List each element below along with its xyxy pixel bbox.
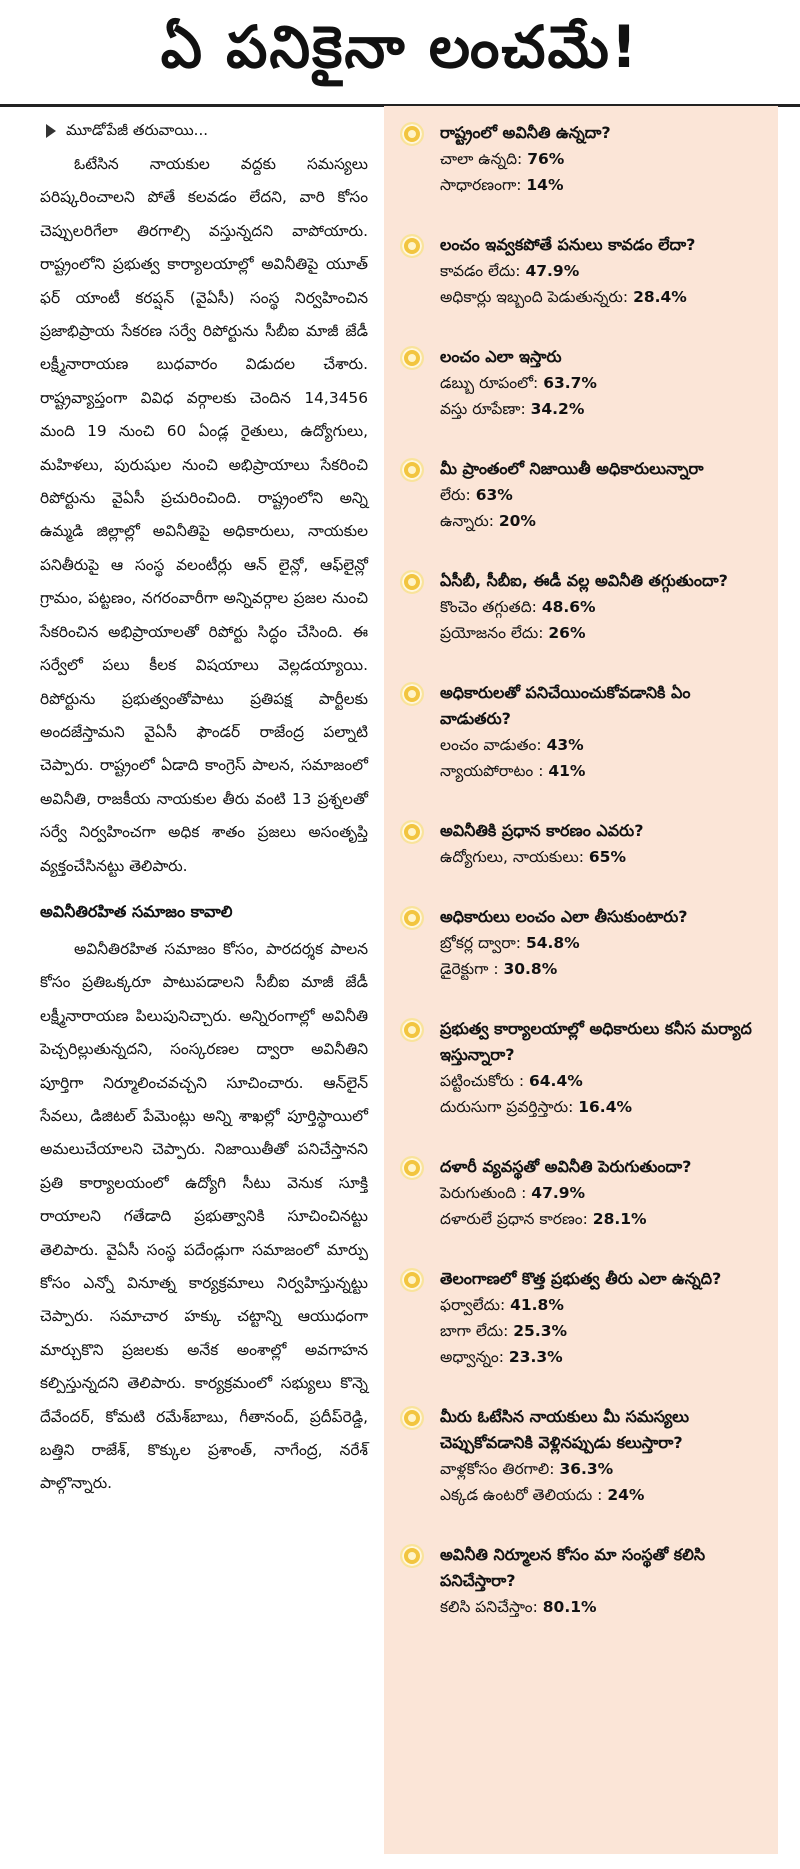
survey-question: అవినీతి నిర్మూలన కోసం మా సంస్థతో కలిసి పనిచేస్తారా? <box>440 1545 706 1590</box>
survey-question: లంచం ఎలా ఇస్తారు <box>440 347 562 366</box>
survey-answer <box>440 758 764 784</box>
bullet-circle-icon <box>400 234 424 258</box>
bullet-circle-icon <box>400 1406 424 1430</box>
answer-label: పట్టించుకోరు : <box>440 1072 529 1090</box>
answer-value: 28.1% <box>592 1210 647 1228</box>
answer-label: డైరెక్టుగా : <box>440 960 504 978</box>
arrow-right-icon <box>46 124 56 138</box>
answer-label: డబ్బు రూపంలో: <box>440 374 544 392</box>
survey-answer <box>440 1594 764 1620</box>
survey-item <box>400 1016 764 1120</box>
answer-value: 41.8% <box>510 1296 564 1314</box>
article-subhead: అవినీతిరహిత సమాజం కావాలి <box>40 901 233 921</box>
answer-value: 54.8% <box>525 934 580 952</box>
bullet-circle-icon <box>400 682 424 706</box>
bullet-circle-icon <box>400 820 424 844</box>
survey-question: అధికారులు లంచం ఎలా తీసుకుంటారు? <box>440 907 688 926</box>
bullet-circle-icon <box>400 570 424 594</box>
bullet-circle-icon <box>400 1156 424 1180</box>
article-paragraph-1: ఓటేసిన నాయకుల వద్దకు సమస్యలు పరిష్కరించాలని పోతే కలవడం లేదని, వారి కోసం చెప్పులరిగేలా తిరగాల్సి వస్తున్నదని వాపోయారు. రాష్ట్రంలోని ప్రభుత్వ కార్యాలయాల్లో అవినీతిపై యూత్ ఫర్ యాంటీ కరప్షన్ (వైఏసీ) సంస్థ నిర్వహించిన ప్రజాభిప్రాయ సేకరణ సర్వే రిపోర్టును సీబీఐ మాజీ జేడీ లక్ష్మీనారాయణ బుధవారం విడుదల చేశారు. రాష్ట్రవ్యాప్తంగా వివిధ వర్గాలకు చెందిన 14,3456 మంది 19 నుంచి 60 ఏండ్ల రైతులు, ఉద్యోగులు, మహిళలు, పురుషుల నుంచి అభిప్రాయాలు సేకరించి రిపోర్టును వైఏసీ ప్రచురించింది. రాష్ట్రంలోని అన్ని ఉమ్మడి జిల్లాల్లో అవినీతిపై అధికారులు, నాయకుల పనితీరుపై ఆ సంస్థ వలంటీర్లు ఆన్ లైన్లో, ఆఫ్‌లైన్లో గ్రామం, పట్టణం, నగరంవారీగా అన్నివర్గాల ప్రజల నుంచి సేకరించిన అభిప్రాయాలతో రిపోర్టు సిద్ధం చేసింది. ఈ సర్వేలో పలు కీలక విషయాలు వెల్లడయ్యాయి. రిపోర్టును ప్రభుత్వంతోపాటు ప్రతిపక్ష పార్టీలకు అందజేస్తామని వైఏసీ ఫౌండర్ రాజేంద్ర పల్నాటి చెప్పారు. రాష్ట్రంలో ఏడాది కాంగ్రెస్ పాలన, సమాజంలో అవినీతి, రాజకీయ నాయకుల తీరు వంటి 13 ప్రశ్నలతో సర్వే నిర్వహించగా అధిక శాతం ప్రజలు అసంతృప్తి వ్యక్తంచేసినట్టు తెలిపారు. <box>40 155 368 875</box>
answer-value: 65% <box>588 848 626 866</box>
answer-value: 20% <box>498 512 536 530</box>
answer-value: 63.7% <box>543 374 597 392</box>
answer-label: అధికార్లు ఇబ్బంది పెడుతున్నరు: <box>440 288 634 306</box>
article-paragraph-2: అవినీతిరహిత సమాజం కోసం, పారదర్శక పాలన కోసం ప్రతిఒక్కరూ పాటుపడాలని సీబీఐ మాజీ జేడీ లక్ష్మీనారాయణ పిలుపునిచ్చారు. అన్నిరంగాల్లో అవినీతి పెచ్చరిల్లుతున్నదని, సంస్కరణల ద్వారా అవినీతిని పూర్తిగా నిర్మూలించవచ్చని సూచించారు. ఆన్‌లైన్ సేవలు, డిజిటల్ పేమెంట్లు అన్ని శాఖల్లో పూర్తిస్థాయిలో అమలుచేయాలని చెప్పారు. నిజాయితీతో పనిచేస్తానని ప్రతి కార్యాలయంలో ఉద్యోగి సీటు వెనుక సూక్తి రాయాలని గతేడాది ప్రభుత్వానికి సూచించినట్టు తెలిపారు. వైఏసీ సంస్థ పదేండ్లుగా సమాజంలో మార్పు కోసం ఎన్నో వినూత్న కార్యక్రమాలు నిర్వహిస్తున్నట్టు చెప్పారు. సమాచార హక్కు చట్టాన్ని ఆయుధంగా మార్చుకొని ప్రజలకు అనేక అంశాల్లో అవగాహన కల్పిస్తున్నదని తెలిపారు. కార్యక్రమంలో సభ్యులు కొన్నె దేవేందర్, కోమటి రమేశ్‌బాబు, గీతానంద్, ప్రదీప్‌రెడ్డి, బత్తిని రాజేశ్, కొక్కుల ప్రశాంత్, నాగేంద్ర, నరేశ్ పాల్గొన్నారు. <box>40 939 368 1493</box>
answer-label: దళారులే ప్రధాన కారణం: <box>440 1210 593 1228</box>
answer-value: 16.4% <box>578 1098 633 1116</box>
continued-marker <box>40 118 368 144</box>
survey-item <box>400 1266 764 1370</box>
answer-label: బ్రోకర్ల ద్వారా: <box>440 934 526 952</box>
survey-answer <box>440 1292 764 1318</box>
survey-question: మీ ప్రాంతంలో నిజాయితీ అధికారులున్నారా <box>440 459 704 478</box>
answer-value: 23.3% <box>508 1348 563 1366</box>
survey-question: అధికారులతో పనిచేయించుకోవడానికి ఏం వాడుతరు? <box>440 683 691 728</box>
continued-label: మూడోపేజీ తరువాయి... <box>66 121 208 140</box>
survey-answer <box>440 1318 764 1344</box>
answer-label: పెరుగుతుంది : <box>440 1184 532 1202</box>
answer-value: 34.2% <box>530 400 585 418</box>
survey-item <box>400 1154 764 1232</box>
survey-item <box>400 344 764 422</box>
bullet-circle-icon <box>400 1268 424 1292</box>
survey-answer <box>440 258 764 284</box>
answer-value: 36.3% <box>559 1460 614 1478</box>
answer-value: 47.9% <box>525 262 580 280</box>
headline <box>0 0 800 108</box>
answer-label: అధ్వాన్నం: <box>440 1348 509 1366</box>
survey-item <box>400 120 764 198</box>
answer-label: ఎక్కడ ఉంటరో తెలియదు : <box>440 1486 608 1504</box>
answer-label: ఉద్యోగులు, నాయకులు: <box>440 848 589 866</box>
answer-label: వస్తు రూపేణా: <box>440 400 531 418</box>
answer-value: 25.3% <box>513 1322 568 1340</box>
bullet-circle-icon <box>400 122 424 146</box>
survey-answer <box>440 1206 764 1232</box>
bullet-circle-icon <box>400 346 424 370</box>
answer-label: వాళ్లకోసం తిరగాలి: <box>440 1460 560 1478</box>
survey-question: తెలంగాణలో కొత్త ప్రభుత్వ తీరు ఎలా ఉన్నది? <box>440 1269 722 1288</box>
survey-answer <box>440 956 764 982</box>
answer-value: 47.9% <box>531 1184 586 1202</box>
survey-question: ఏసీబీ, సీబీఐ, ఈడీ వల్ల అవినీతి తగ్గుతుందా? <box>440 571 728 590</box>
survey-question: దళారీ వ్యవస్థతో అవినీతి పెరుగుతుందా? <box>440 1157 692 1176</box>
survey-item <box>400 904 764 982</box>
answer-value: 24% <box>607 1486 645 1504</box>
answer-label: లేరు: <box>440 486 476 504</box>
survey-item <box>400 1542 764 1620</box>
headline-text: ఏ పనికైనా లంచమే! <box>160 12 640 81</box>
answer-label: కలిసి పనిచేస్తాం: <box>440 1598 543 1616</box>
answer-label: ఉన్నారు: <box>440 512 499 530</box>
answer-label: సాధారణంగా: <box>440 176 527 194</box>
survey-question: అవినీతికి ప్రధాన కారణం ఎవరు? <box>440 821 644 840</box>
answer-label: దురుసుగా ప్రవర్తిస్తారు: <box>440 1098 579 1116</box>
survey-answer <box>440 1068 764 1094</box>
survey-answer <box>440 284 764 310</box>
bullet-circle-icon <box>400 906 424 930</box>
answer-value: 30.8% <box>503 960 558 978</box>
survey-answer <box>440 370 764 396</box>
survey-box <box>384 106 778 1854</box>
answer-value: 41% <box>548 762 586 780</box>
answer-label: బాగా లేదు: <box>440 1322 514 1340</box>
survey-question: లంచం ఇవ్వకపోతే పనులు కావడం లేదా? <box>440 235 696 254</box>
survey-answer <box>440 1344 764 1370</box>
article-column <box>40 118 368 1858</box>
answer-label: ప్రయోజనం లేదు: <box>440 624 549 642</box>
survey-answer <box>440 508 764 534</box>
answer-label: న్యాయపోరాటం : <box>440 762 549 780</box>
survey-answer <box>440 1094 764 1120</box>
answer-label: చాలా ఉన్నది: <box>440 150 528 168</box>
bullet-circle-icon <box>400 1544 424 1568</box>
survey-answer <box>440 482 764 508</box>
survey-answer <box>440 930 764 956</box>
answer-value: 64.4% <box>528 1072 583 1090</box>
answer-label: లంచం వాడుతం: <box>440 736 547 754</box>
survey-answer <box>440 1482 764 1508</box>
bullet-circle-icon <box>400 1018 424 1042</box>
survey-item <box>400 232 764 310</box>
answer-value: 76% <box>527 150 565 168</box>
answer-label: ఫర్వాలేదు: <box>440 1296 511 1314</box>
survey-answer <box>440 146 764 172</box>
answer-value: 43% <box>546 736 584 754</box>
survey-item <box>400 568 764 646</box>
survey-answer <box>440 1456 764 1482</box>
answer-value: 48.6% <box>541 598 596 616</box>
survey-answer <box>440 732 764 758</box>
survey-item <box>400 456 764 534</box>
survey-answer <box>440 172 764 198</box>
survey-item <box>400 680 764 784</box>
survey-question: మీరు ఓటేసిన నాయకులు మీ సమస్యలు చెప్పుకోవడానికి వెళ్లినప్పుడు కలుస్తారా? <box>440 1407 690 1452</box>
answer-value: 63% <box>475 486 513 504</box>
answer-value: 80.1% <box>542 1598 597 1616</box>
survey-item <box>400 1404 764 1508</box>
bullet-circle-icon <box>400 458 424 482</box>
answer-value: 26% <box>548 624 586 642</box>
survey-answer <box>440 396 764 422</box>
answer-label: కావడం లేదు: <box>440 262 526 280</box>
survey-answer <box>440 844 764 870</box>
answer-value: 14% <box>526 176 564 194</box>
survey-item <box>400 818 764 870</box>
answer-value: 28.4% <box>633 288 687 306</box>
survey-answer <box>440 620 764 646</box>
survey-answer <box>440 1180 764 1206</box>
survey-question: ప్రభుత్వ కార్యాలయాల్లో అధికారులు కనీస మర్యాద ఇస్తున్నారా? <box>440 1019 752 1064</box>
survey-answer <box>440 594 764 620</box>
answer-label: కొంచెం తగ్గుతది: <box>440 598 542 616</box>
survey-question: రాష్ట్రంలో అవినీతి ఉన్నదా? <box>440 123 611 142</box>
